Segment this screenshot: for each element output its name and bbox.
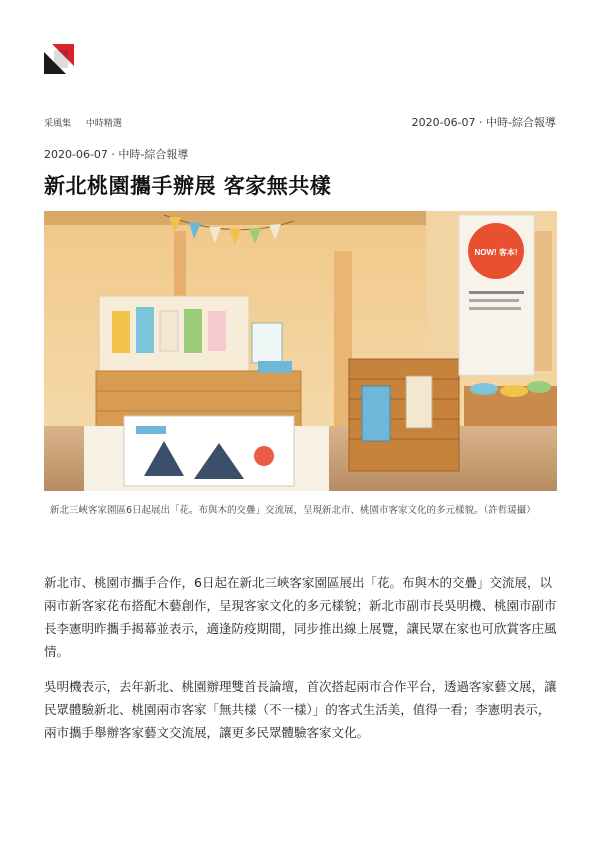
article-title: 新北桃園攜手辦展 客家無共樣 bbox=[44, 174, 332, 198]
article-photo bbox=[44, 211, 557, 491]
site-name[interactable]: 采風集 bbox=[44, 119, 72, 129]
article-paragraph-1: 新北市、桃園市攜手合作，6日起在新北三峽客家園區展出「花。布與木的交疊」交流展，以兩市新客家花布搭配木藝創作，呈現客家文化的多元樣貌；新北市副市長吳明機、桃園市副市長李憲明昨攜手揭幕並表示，適逢防疫期間，同步推出線上展覽，讓民眾在家也可欣賞客庄風情。 bbox=[44, 575, 557, 659]
brand-logo[interactable] bbox=[44, 44, 74, 74]
photo-caption: 新北三峽客家園區6日起展出「花。布與木的交疊」交流展，呈現新北市、桃園市客家文化的多元樣貌。（許哲瑗攝） bbox=[50, 505, 536, 516]
exhibition-photo-illustration bbox=[44, 211, 557, 491]
article-paragraph-2: 吳明機表示，去年新北、桃園辦理雙首長論壇，首次搭起兩市合作平台，透過客家藝文展，讓民眾體驗新北、桃園兩市客家「無共樣（不一樣）」的客式生活美，值得一看；李憲明表示，兩市攜手舉辦客家藝文交流展，讓更多民眾體驗客家文化。 bbox=[44, 679, 557, 740]
article-byline: 2020-06-07 · 中時-綜合報導 bbox=[44, 148, 189, 161]
site-breadcrumb bbox=[44, 116, 134, 129]
section-name[interactable]: 中時精選 bbox=[85, 119, 122, 129]
logo-icon bbox=[44, 44, 74, 74]
header-date-source: 2020-06-07 · 中時-綜合報導 bbox=[411, 116, 556, 129]
banner-text: NOW! 客本! bbox=[474, 248, 518, 257]
